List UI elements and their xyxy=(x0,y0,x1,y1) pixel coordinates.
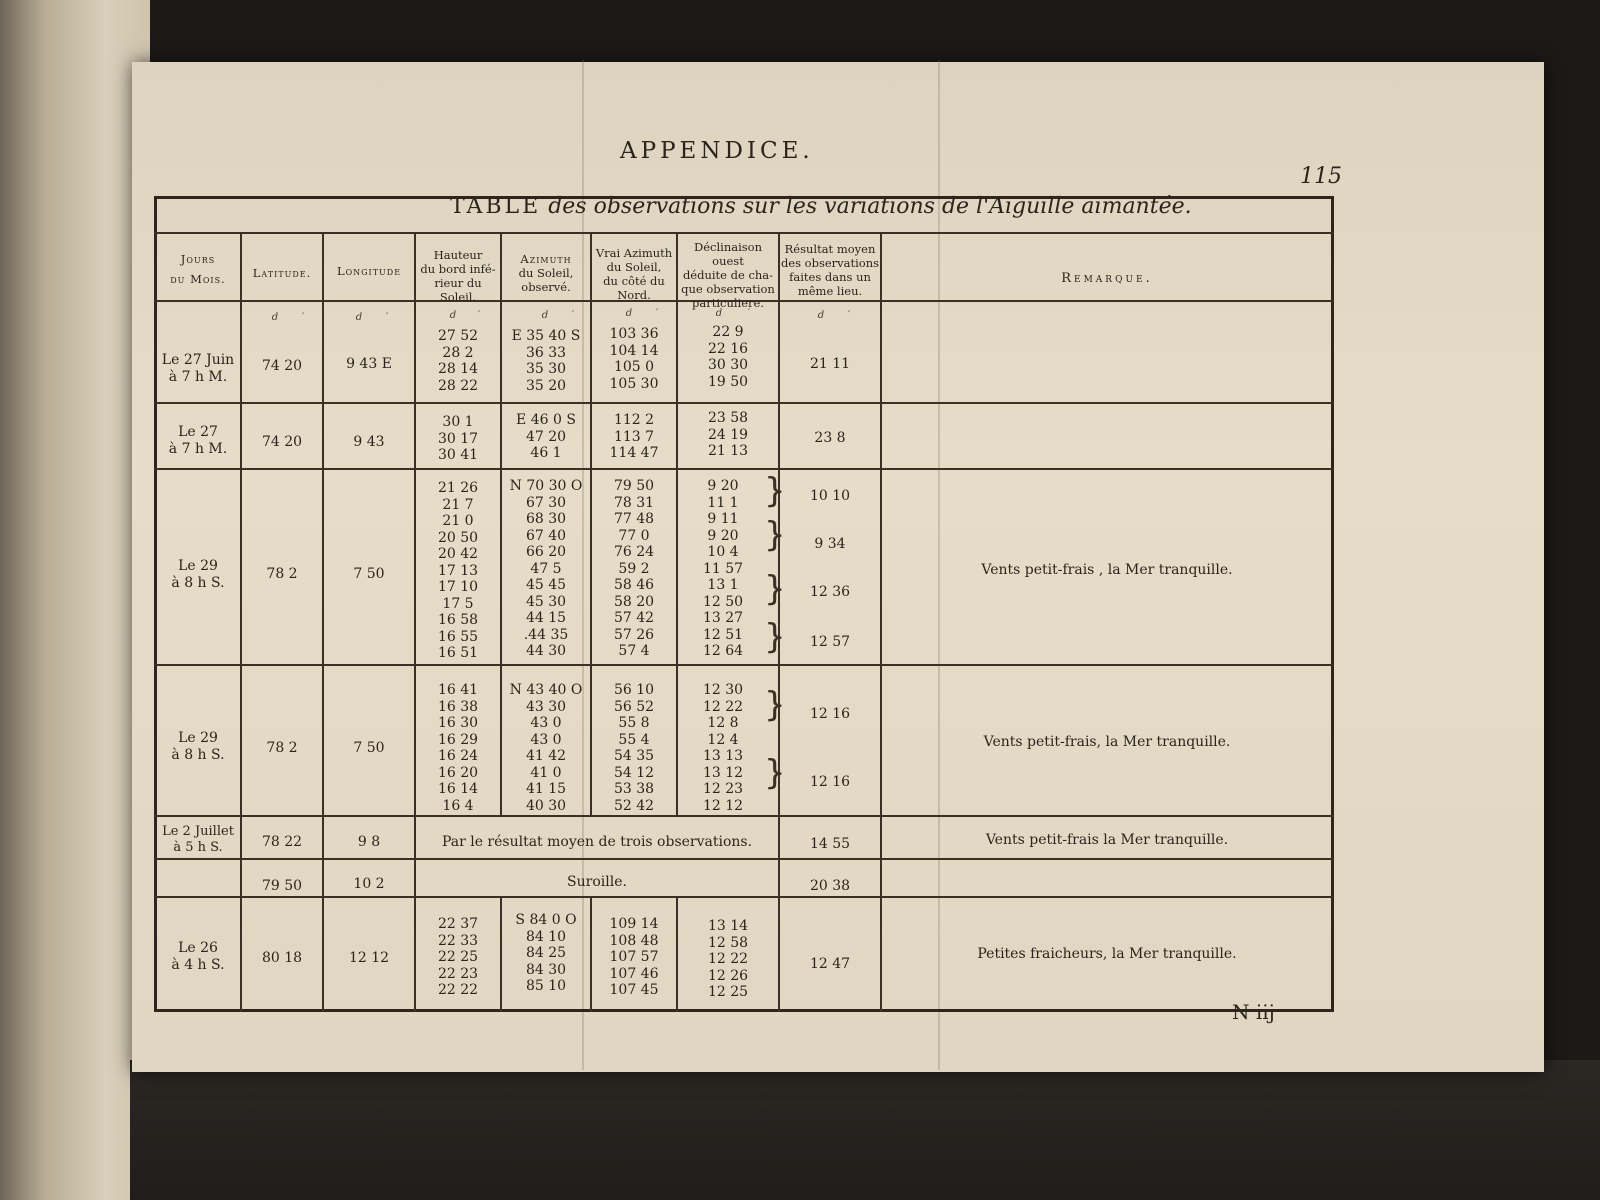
row1-azimuth: E 35 40 S 36 33 35 30 35 20 xyxy=(511,328,581,394)
row5-date-line2: à 5 h S. xyxy=(173,840,223,855)
unit-degree: d xyxy=(355,312,363,323)
row1-date-line2: à 7 h M. xyxy=(168,369,228,385)
row2-longitude: 9 43 xyxy=(353,434,385,450)
row7-date xyxy=(156,940,240,974)
header-azimuth-line1: Azimuth xyxy=(520,252,572,266)
table-title-caps: TABLE xyxy=(450,194,542,219)
brace-icon: } xyxy=(764,685,786,725)
row5-resultat: 14 55 xyxy=(809,836,851,852)
column-rule xyxy=(880,232,882,1012)
row2-latitude: 74 20 xyxy=(261,434,303,450)
row7-longitude: 12 12 xyxy=(348,950,390,966)
unit-degree: d xyxy=(817,310,825,321)
row2-vrai-azimuth: 112 2 113 7 114 47 xyxy=(609,412,659,461)
unit-degree: d xyxy=(271,312,279,323)
row5-date xyxy=(156,824,240,856)
row3-azimuth: N 70 30 O 67 30 68 30 67 40 66 20 47 5 45 45 45 30 44 15 .44 35 44 30 xyxy=(509,478,583,659)
header-vrai-line1: Vrai Azimuth xyxy=(595,246,673,260)
row4-date-line2: à 8 h S. xyxy=(171,747,225,763)
row1-latitude: 74 20 xyxy=(261,358,303,374)
row1-hauteur: 27 52 28 2 28 14 28 22 xyxy=(437,328,479,394)
column-rule xyxy=(240,232,242,1012)
header-azimuth xyxy=(502,252,590,294)
row3-hauteur: 21 26 21 7 21 0 20 50 20 42 17 13 17 10 17 5 16 58 16 55 16 51 xyxy=(437,480,479,661)
unit-minute: ′ xyxy=(747,308,751,319)
header-vrai-azimuth xyxy=(592,246,676,302)
row4-latitude: 78 2 xyxy=(266,740,298,756)
row5-date-line1: Le 2 Juillet xyxy=(162,824,234,839)
header-res-line2: des observations xyxy=(780,256,880,270)
row-separator xyxy=(154,468,1334,470)
row2-declinaison: 23 58 24 19 21 13 xyxy=(707,410,749,459)
row3-date xyxy=(156,558,240,592)
table-title-rest: des observations sur les variations de l'Aiguille aimantée. xyxy=(541,194,1192,219)
row4-date-line1: Le 29 xyxy=(178,730,218,746)
header-vrai-line2: du Soleil, xyxy=(606,260,662,274)
row4-hauteur: 16 41 16 38 16 30 16 29 16 24 16 20 16 14 16 4 xyxy=(437,682,479,814)
brace-icon: } xyxy=(764,569,786,609)
row6-resultat: 20 38 xyxy=(809,878,851,894)
row3-resultat-c: 12 36 xyxy=(809,584,851,600)
header-hauteur-line3: rieur du Soleil. xyxy=(434,276,482,304)
header-remarque: Remarque. xyxy=(1061,271,1153,286)
header-azimuth-line3: observé. xyxy=(521,280,571,294)
row3-latitude: 78 2 xyxy=(266,566,298,582)
row4-declinaison: 12 30 12 22 12 8 12 4 13 13 13 12 12 23 12 12 xyxy=(702,682,744,814)
header-decl-line1: Déclinaison ouest xyxy=(694,240,762,268)
row5-latitude: 78 22 xyxy=(261,834,303,850)
header-res-line4: même lieu. xyxy=(797,284,863,298)
row7-date-line1: Le 26 xyxy=(178,940,218,956)
rule-below-title xyxy=(154,232,1334,234)
row7-hauteur: 22 37 22 33 22 25 22 23 22 22 xyxy=(437,916,479,998)
unit-minute: ′ xyxy=(385,312,389,323)
row-separator xyxy=(154,664,1334,666)
row5-longitude: 9 8 xyxy=(357,834,381,850)
unit-minute: ′ xyxy=(301,312,305,323)
row3-date-line1: Le 29 xyxy=(178,558,218,574)
unit-degree: d xyxy=(449,310,457,321)
brace-icon: } xyxy=(764,515,786,555)
row4-vrai-azimuth: 56 10 56 52 55 8 55 4 54 35 54 12 53 38 52 42 xyxy=(613,682,655,814)
header-azimuth-line2: du Soleil, xyxy=(518,266,574,280)
header-res-line3: faites dans un xyxy=(789,270,871,284)
row7-azimuth: S 84 0 O 84 10 84 25 84 30 85 10 xyxy=(515,912,577,994)
row4-remarque: Vents petit-frais, la Mer tranquille. xyxy=(983,734,1231,750)
header-jours-line1: Jours xyxy=(180,252,216,266)
header-longitude: Longitude xyxy=(336,264,402,278)
row-separator xyxy=(154,815,1334,817)
unit-minute: ′ xyxy=(477,310,481,321)
header-latitude: Latitude. xyxy=(252,266,312,280)
header-jours-line2: du Mois. xyxy=(170,272,226,286)
column-rule xyxy=(322,232,324,1012)
table-title xyxy=(450,194,1192,219)
header-res-line1: Résultat moyen xyxy=(784,242,876,256)
row3-resultat-b: 9 34 xyxy=(814,536,846,552)
row6-merged-note: Suroille. xyxy=(567,874,627,890)
row4-azimuth: N 43 40 O 43 30 43 0 43 0 41 42 41 0 41 15 40 30 xyxy=(509,682,583,814)
row7-latitude: 80 18 xyxy=(261,950,303,966)
row4-date xyxy=(156,730,240,764)
header-decl-line2: déduite de cha- xyxy=(682,268,774,282)
row4-longitude: 7 50 xyxy=(353,740,385,756)
row3-remarque: Vents petit-frais , la Mer tranquille. xyxy=(981,562,1233,578)
brace-icon: } xyxy=(764,471,786,511)
header-hauteur xyxy=(416,248,500,304)
brace-icon: } xyxy=(764,617,786,657)
row1-declinaison: 22 9 22 16 30 30 19 50 xyxy=(707,324,749,390)
printer-signature: N iij xyxy=(1232,1000,1275,1024)
header-hauteur-line2: du bord infé- xyxy=(420,262,496,276)
header-vrai-line3: du côté du Nord. xyxy=(603,274,665,302)
row1-resultat: 21 11 xyxy=(809,356,851,372)
header-resultat xyxy=(780,242,880,298)
book-left-edge xyxy=(0,0,150,1200)
row3-declinaison: 9 20 11 1 9 11 9 20 10 4 11 57 13 1 12 50 13 27 12 51 12 64 xyxy=(702,478,744,659)
row5-remarque: Vents petit-frais la Mer tranquille. xyxy=(985,832,1229,848)
running-header: APPENDICE. xyxy=(620,138,814,164)
row4-resultat-a: 12 16 xyxy=(809,706,851,722)
row3-longitude: 7 50 xyxy=(353,566,385,582)
row2-azimuth: E 46 0 S 47 20 46 1 xyxy=(516,412,576,461)
row2-date-line2: à 7 h M. xyxy=(168,441,228,457)
row6-longitude: 10 2 xyxy=(353,876,385,892)
row5-merged-note: Par le résultat moyen de trois observations. xyxy=(441,834,753,850)
unit-degree: d xyxy=(541,310,549,321)
row4-resultat-b: 12 16 xyxy=(809,774,851,790)
header-declinaison xyxy=(678,240,778,310)
header-hauteur-line1: Hauteur xyxy=(433,248,483,262)
header-decl-line4: particuliere. xyxy=(692,296,764,310)
row-separator xyxy=(154,896,1334,898)
row1-vrai-azimuth: 103 36 104 14 105 0 105 30 xyxy=(609,326,659,392)
row-separator xyxy=(154,402,1334,404)
row2-date-line1: Le 27 xyxy=(178,424,218,440)
unit-minute: ′ xyxy=(571,310,575,321)
row7-declinaison: 13 14 12 58 12 22 12 26 12 25 xyxy=(707,918,749,1000)
page-number: 115 xyxy=(1300,164,1342,189)
row-separator xyxy=(154,858,1334,860)
header-jours xyxy=(156,252,240,286)
row2-resultat: 23 8 xyxy=(814,430,846,446)
unit-minute: ′ xyxy=(655,308,659,319)
row1-date xyxy=(156,352,240,386)
row2-date xyxy=(156,424,240,458)
brace-icon: } xyxy=(764,753,786,793)
book-bottom-edge xyxy=(130,1060,1600,1200)
row2-hauteur: 30 1 30 17 30 41 xyxy=(437,414,479,463)
row3-resultat-d: 12 57 xyxy=(809,634,851,650)
row1-longitude: 9 43 E xyxy=(346,356,392,372)
row3-date-line2: à 8 h S. xyxy=(171,575,225,591)
row3-vrai-azimuth: 79 50 78 31 77 48 77 0 76 24 59 2 58 46 58 20 57 42 57 26 57 4 xyxy=(613,478,655,659)
unit-degree: d xyxy=(625,308,633,319)
row3-resultat-a: 10 10 xyxy=(809,488,851,504)
row7-resultat: 12 47 xyxy=(809,956,851,972)
row1-date-line1: Le 27 Juin xyxy=(161,352,235,368)
row7-date-line2: à 4 h S. xyxy=(171,957,225,973)
header-decl-line3: que observation xyxy=(681,282,775,296)
unit-degree: d xyxy=(715,308,723,319)
row7-remarque: Petites fraicheurs, la Mer tranquille. xyxy=(977,946,1237,962)
row7-vrai-azimuth: 109 14 108 48 107 57 107 46 107 45 xyxy=(609,916,659,998)
row6-latitude: 79 50 xyxy=(261,878,303,894)
unit-minute: ′ xyxy=(847,310,851,321)
